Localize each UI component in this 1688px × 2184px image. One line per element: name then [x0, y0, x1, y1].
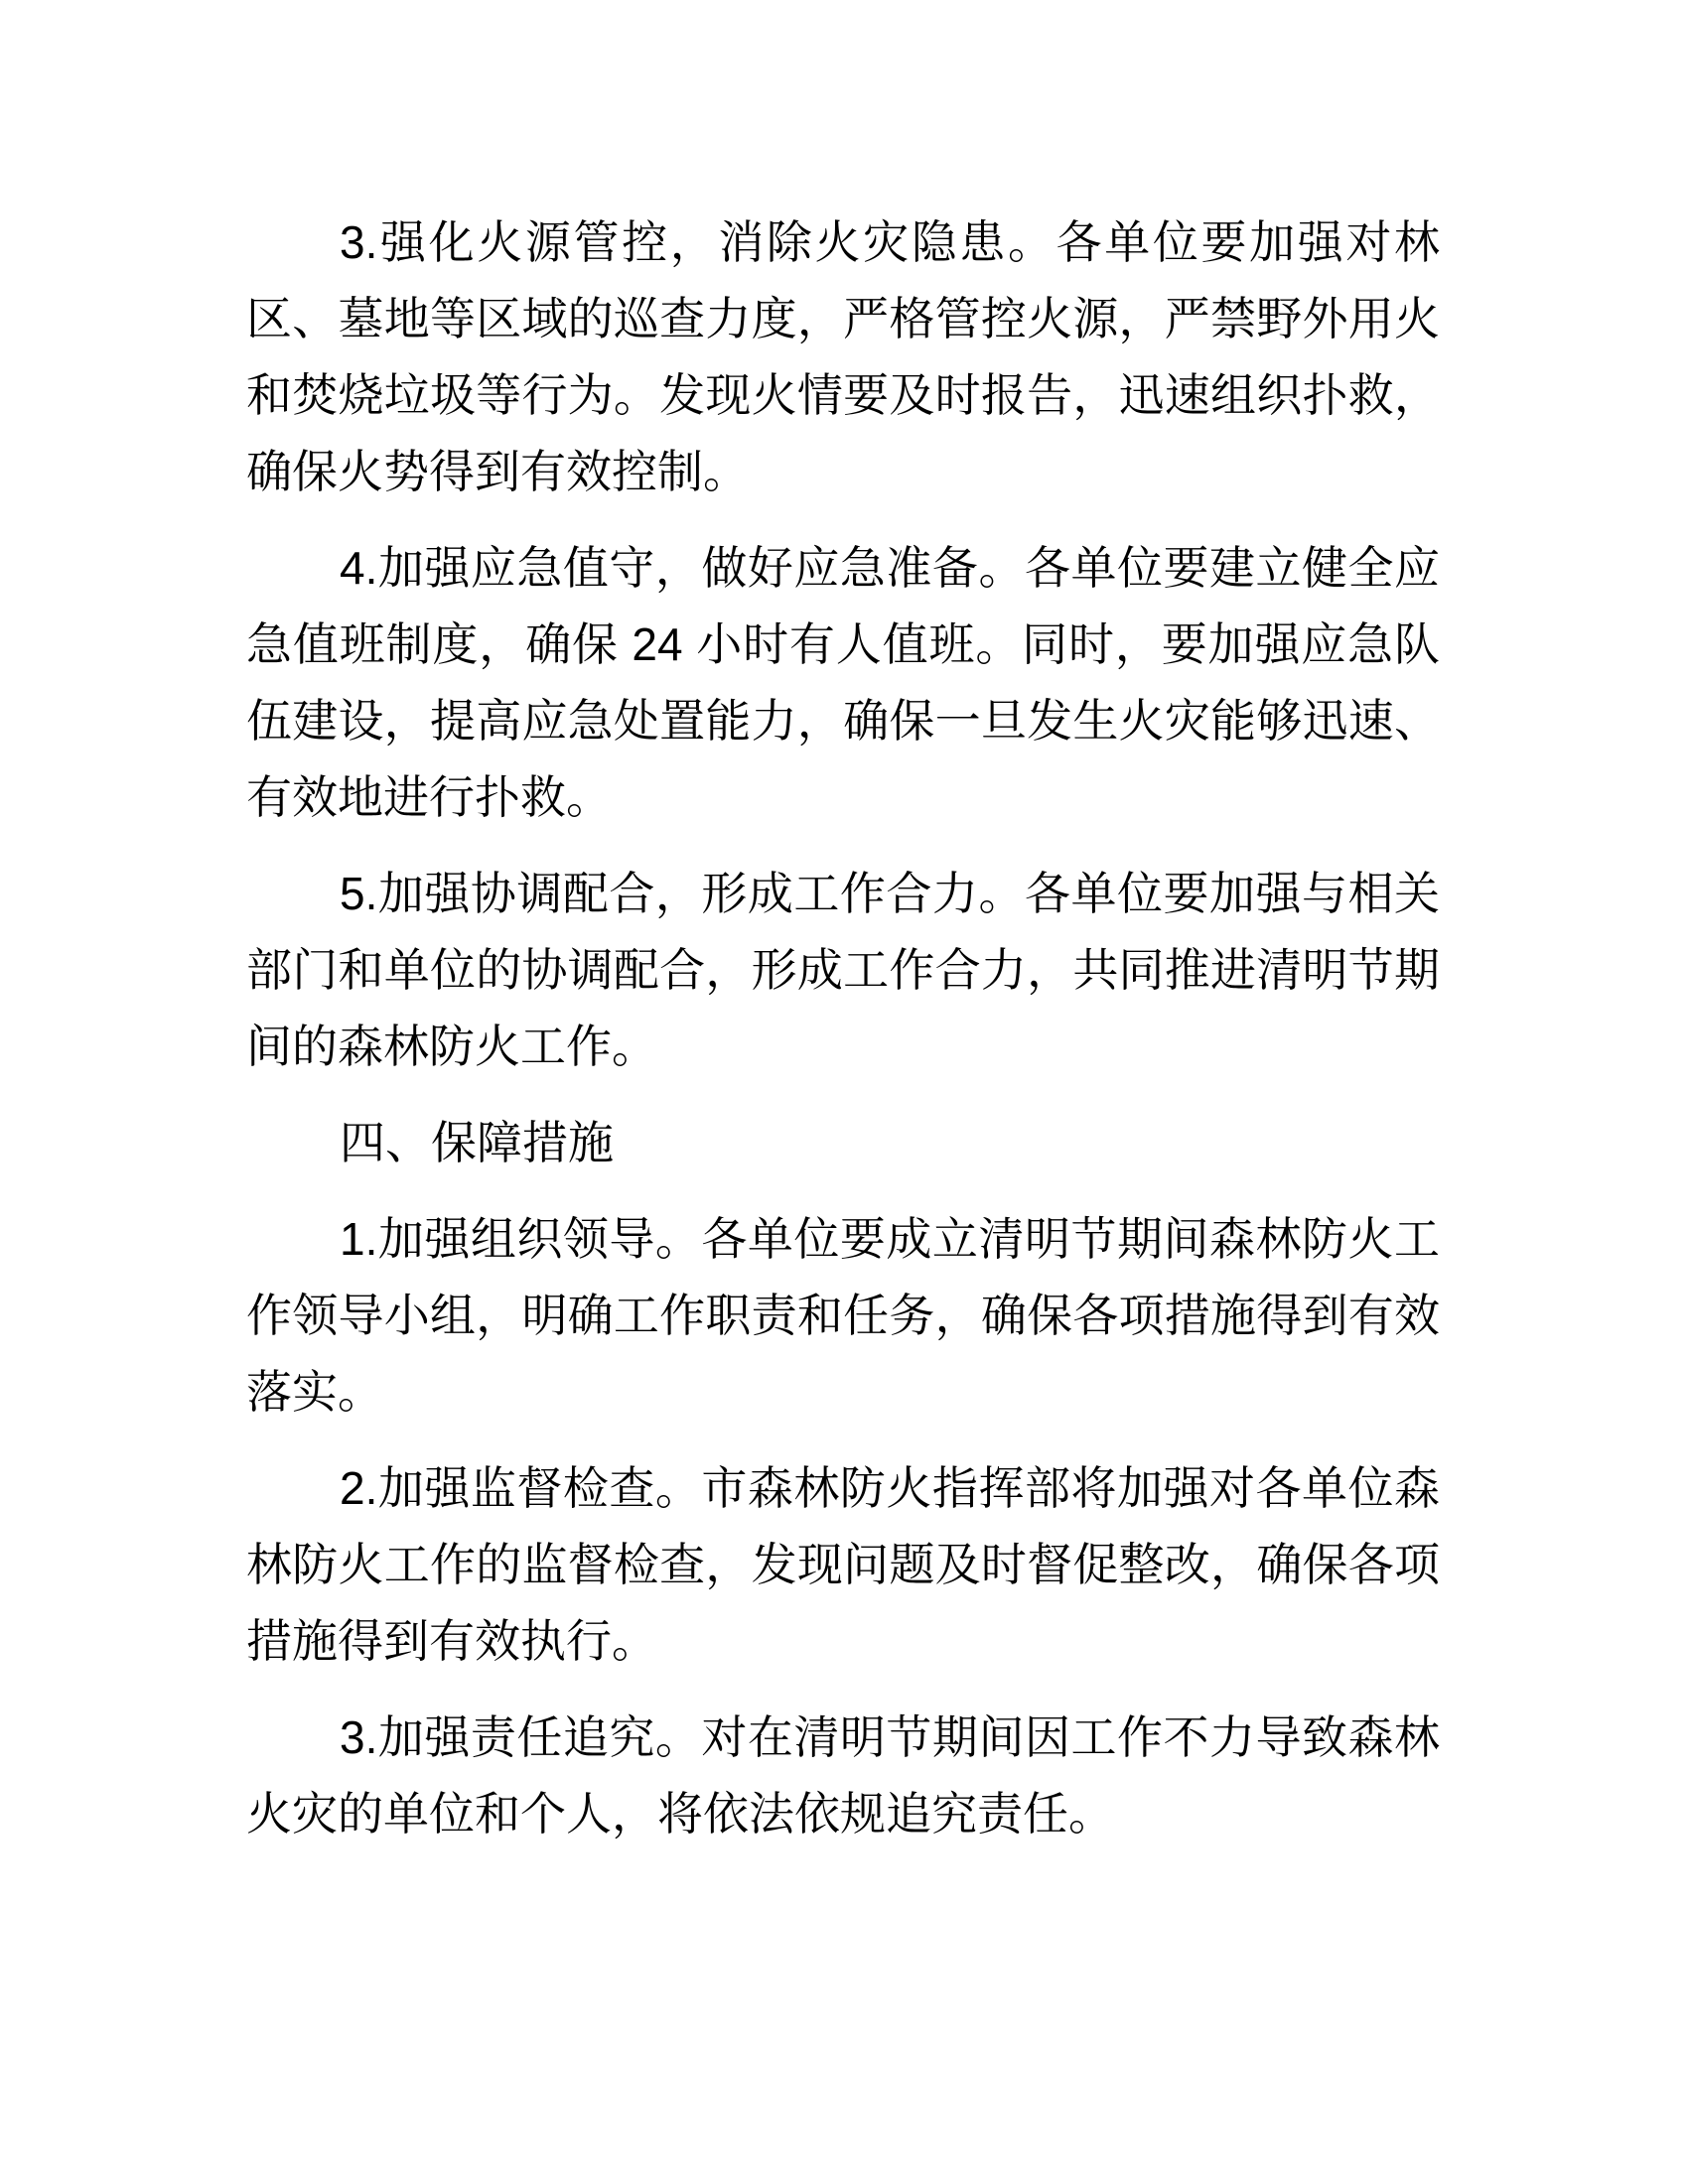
paragraph-fire-source-control: 3.强化火源管控，消除火灾隐患。各单位要加强对林区、墓地等区域的巡查力度，严格管控火源，严禁野外用火和焚烧垃圾等行为。发现火情要及时报告，迅速组织扑救，确保火势得到有效控制。 — [246, 216, 1440, 497]
section-heading-safeguard-measures: 四、保障措施 — [340, 1117, 614, 1168]
paragraph-coordination: 5.加强协调配合，形成工作合力。各单位要加强与相关部门和单位的协调配合，形成工作合力，共同推进清明节期间的森林防火工作。 — [246, 868, 1440, 1072]
paragraph-supervision-inspection: 2.加强监督检查。市森林防火指挥部将加强对各单位森林防火工作的监督检查，发现问题及时督促整改，确保各项措施得到有效执行。 — [246, 1462, 1440, 1667]
paragraph-accountability: 3.加强责任追究。对在清明节期间因工作不力导致森林火灾的单位和个人，将依法依规追究责任。 — [246, 1711, 1440, 1840]
paragraph-emergency-duty: 4.加强应急值守，做好应急准备。各单位要建立健全应急值班制度，确保 24 小时有人值班。同时，要加强应急队伍建设，提高应急处置能力，确保一旦发生火灾能够迅速、有效地进行扑救。 — [246, 542, 1440, 823]
paragraph-organizational-leadership: 1.加强组织领导。各单位要成立清明节期间森林防火工作领导小组，明确工作职责和任务，确保各项措施得到有效落实。 — [246, 1213, 1440, 1418]
document-body — [246, 205, 1440, 1872]
